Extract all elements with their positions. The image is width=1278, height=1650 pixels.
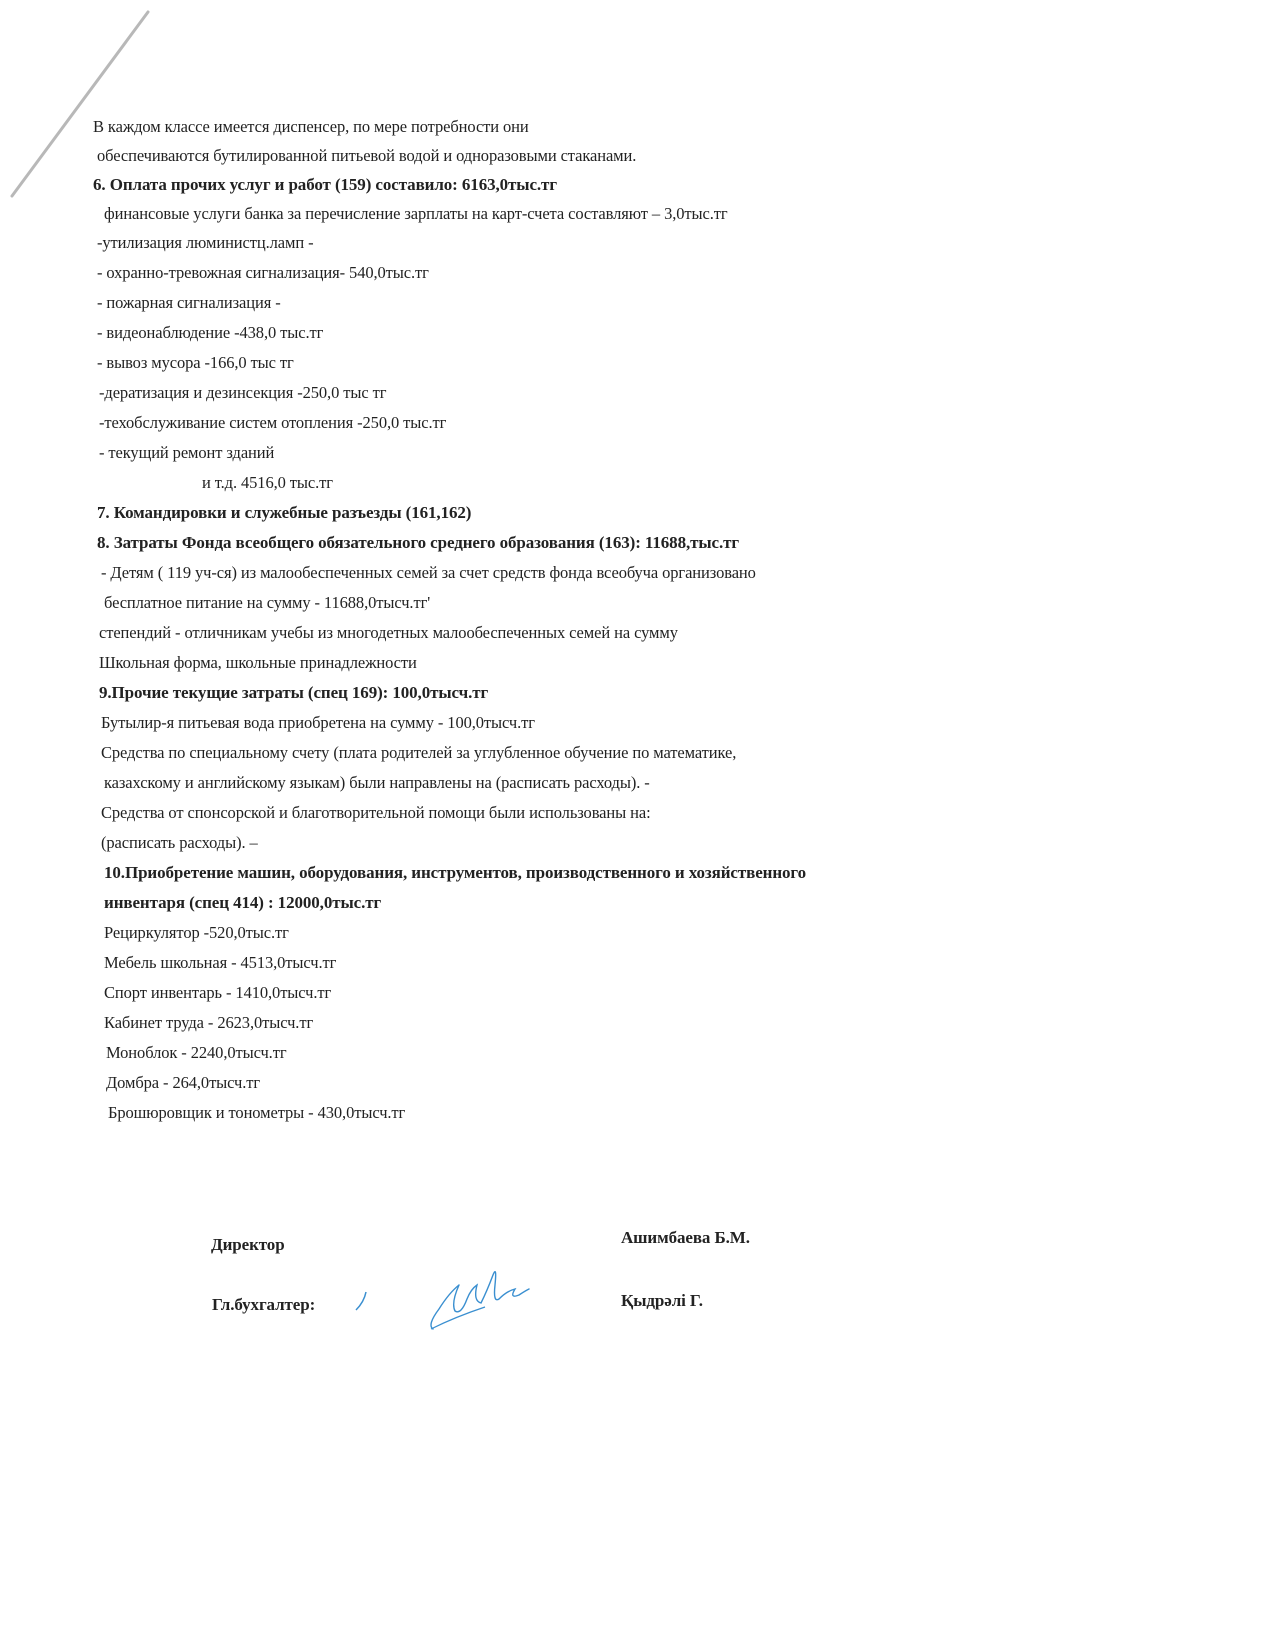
scan-edge-line [8,10,158,200]
section-6-line: -утилизация люминистц.ламп - [97,233,314,252]
section-9-line: (расписать расходы). – [101,833,258,852]
intro-line-2: обеспечиваются бутилированной питьевой водой и одноразовыми стаканами. [97,146,637,165]
section-6-line: -техобслуживание систем отопления -250,0 тыс.тг [99,413,447,432]
section-10-heading: инвентаря (спец 414) : 12000,0тыс.тг [104,893,382,912]
section-10-line: Брошюровщик и тонометры - 430,0тысч.тг [108,1103,406,1122]
section-6-line: - видеонаблюдение -438,0 тыс.тг [97,323,324,342]
intro-line-1: В каждом классе имеется диспенсер, по мере потребности они [93,117,529,136]
section-10-line: Спорт инвентарь - 1410,0тысч.тг [104,983,332,1002]
section-8-line: бесплатное питание на сумму - 11688,0тысч.тг' [104,593,431,612]
director-label: Директор [211,1235,285,1254]
section-6-line: - вывоз мусора -166,0 тыс тг [97,353,294,372]
section-10-line: Моноблок - 2240,0тысч.тг [106,1043,287,1062]
section-8-line: степендий - отличникам учебы из многодетных малообеспеченных семей на сумму [99,623,678,642]
section-8-line: Школьная форма, школьные принадлежности [99,653,417,672]
section-6-line: - текущий ремонт зданий [99,443,275,462]
signature-tick [352,1290,372,1312]
section-10-line: Мебель школьная - 4513,0тысч.тг [104,953,337,972]
section-9-line: Средства от спонсорской и благотворительной помощи были использованы на: [101,803,651,822]
section-8-heading: 8. Затраты Фонда всеобщего обязательного среднего образования (163): 11688,тыс.тг [97,533,740,552]
section-10-heading: 10.Приобретение машин, оборудования, инструментов, производственного и хозяйственного [104,863,807,882]
accountant-signature [425,1255,535,1335]
section-6-line: - охранно-тревожная сигнализация- 540,0тыс.тг [97,263,429,282]
section-9-heading: 9.Прочие текущие затраты (спец 169): 100,0тысч.тг [99,683,489,702]
section-10-line: Кабинет труда - 2623,0тысч.тг [104,1013,314,1032]
accountant-name: Қыдрәлі Г. [621,1291,703,1310]
section-9-line: Бутылир-я питьевая вода приобретена на сумму - 100,0тысч.тг [101,713,535,732]
section-10-line: Домбра - 264,0тысч.тг [106,1073,261,1092]
accountant-label: Гл.бухгалтер: [212,1295,316,1314]
section-6-heading: 6. Оплата прочих услуг и работ (159) составило: 6163,0тыс.тг [93,175,557,194]
section-10-line: Рециркулятор -520,0тыс.тг [104,923,289,942]
section-6-line: -дератизация и дезинсекция -250,0 тыс тг [99,383,387,402]
section-7-heading: 7. Командировки и служебные разъезды (161,162) [97,503,472,522]
section-9-line: казахскому и английскому языкам) были направлены на (расписать расходы). - [104,773,650,792]
section-8-line: - Детям ( 119 уч-ся) из малообеспеченных семей за счет средств фонда всеобуча организовано [101,563,756,582]
director-name: Ашимбаева Б.М. [621,1228,750,1247]
section-6-line: финансовые услуги банка за перечисление зарплаты на карт-счета составляют – 3,0тыс.тг [104,204,728,223]
section-9-line: Средства по специальному счету (плата родителей за углубленное обучение по математике, [101,743,737,762]
section-6-line: - пожарная сигнализация - [97,293,281,312]
section-6-line: и т.д. 4516,0 тыс.тг [202,473,333,492]
